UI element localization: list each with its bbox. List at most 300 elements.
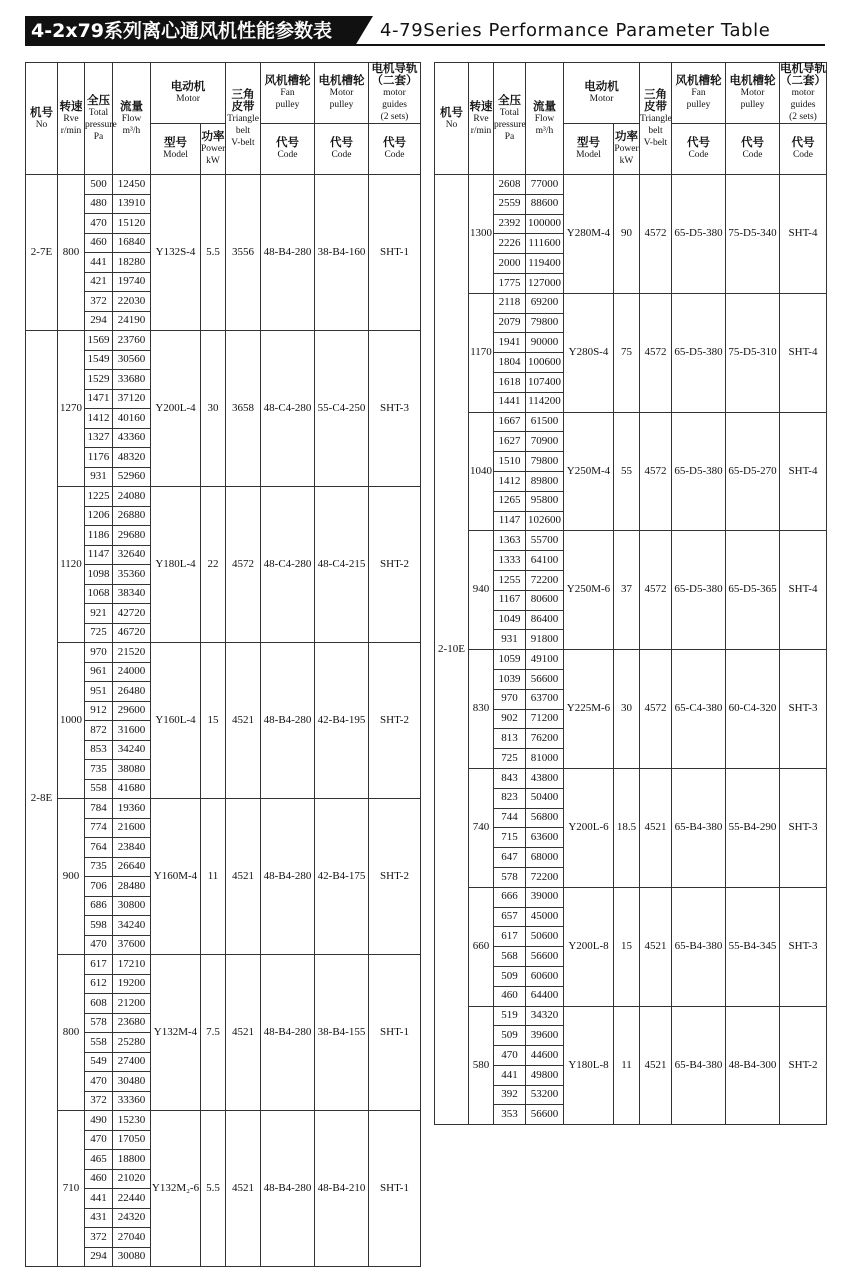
fan-pulley-code: 65-D5-380 [672,412,726,531]
header-model [151,124,201,175]
flow-value: 23760 [113,331,151,351]
flow-value: 17210 [113,955,151,975]
header-pressure-part: Pa [504,131,515,142]
motor-power: 30 [201,331,226,487]
header-belt [640,63,672,175]
flow-value: 15230 [113,1111,151,1131]
flow-value: 13910 [113,194,151,214]
header-speed-part: Rve [63,113,79,124]
fan-number: 2-10E [435,175,469,1125]
pressure-value: 1167 [494,590,526,610]
flow-value: 70900 [526,432,564,452]
pressure-value: 431 [85,1208,113,1228]
belt-length: 4572 [640,650,672,769]
header-motor-code-part: Code [331,150,352,161]
pressure-value: 961 [85,662,113,682]
motor-pulley-code: 38-B4-160 [315,175,369,331]
belt-length: 4521 [226,1111,261,1267]
pressure-value: 823 [494,788,526,808]
flow-value: 18800 [113,1150,151,1170]
header-motor-pulley-part: Motor [740,88,765,99]
guide-code: SHT-2 [369,643,421,799]
header-flow [113,63,151,175]
flow-value: 23840 [113,838,151,858]
pressure-value: 813 [494,729,526,749]
fan-pulley-code: 48-C4-280 [261,331,315,487]
header-guide-code-part: 代号 [383,137,406,150]
flow-value: 28480 [113,877,151,897]
header-guide-code-part: 代号 [791,137,815,150]
table-row [26,955,421,975]
belt-length: 4521 [640,1006,672,1125]
header-motor-pulley [315,63,369,124]
speed-value: 1170 [469,293,494,412]
header-motor-part: 电动机 [584,81,619,93]
header-fan-code [672,124,726,175]
header-guides-part: motor [383,88,406,99]
flow-value: 27400 [113,1052,151,1072]
speed-value: 740 [469,768,494,887]
flow-value: 77000 [526,175,564,195]
header-flow-part: m³/h [122,125,141,136]
pressure-value: 2392 [494,214,526,234]
header-no [26,63,58,175]
motor-model: Y280M-4 [564,175,614,294]
header-guides-part: guides [382,100,407,111]
motor-pulley-code: 48-C4-215 [315,487,369,643]
table-row [26,1111,421,1131]
header-motor [564,63,640,124]
flow-value: 15120 [113,214,151,234]
header-belt-part: 三角皮带 [231,88,255,113]
flow-value: 56600 [526,947,564,967]
header-fan-pulley-part: Fan [691,88,706,99]
header-motor-part: Motor [176,94,200,105]
flow-value: 49100 [526,650,564,670]
header-motor-part: 电动机 [170,81,206,93]
flow-value: 56600 [526,1105,564,1125]
header-pressure-part: Pa [93,131,104,142]
pressure-value: 470 [85,935,113,955]
motor-power: 5.5 [201,175,226,331]
flow-value: 21600 [113,818,151,838]
speed-value: 800 [58,955,85,1111]
pressure-value: 1039 [494,669,526,689]
header-belt-part: belt [648,125,663,136]
left-parameter-table [25,62,421,1267]
pressure-value: 1471 [85,389,113,409]
flow-value: 69200 [526,293,564,313]
header-power-part: Power [614,144,639,155]
guide-code: SHT-2 [369,487,421,643]
pressure-value: 706 [85,877,113,897]
motor-power: 5.5 [201,1111,226,1267]
header-motor-code [726,124,780,175]
flow-value: 37120 [113,389,151,409]
table-header [435,63,827,175]
header-belt-part: Triangle [640,113,672,124]
header-guide-code [369,124,421,175]
header-power [614,124,640,175]
flow-value: 18280 [113,253,151,273]
pressure-value: 1176 [85,448,113,468]
table-row [435,412,827,432]
pressure-value: 931 [494,630,526,650]
motor-pulley-code: 75-D5-340 [726,175,780,294]
speed-value: 1270 [58,331,85,487]
pressure-value: 372 [85,1228,113,1248]
pressure-value: 853 [85,740,113,760]
flow-value: 48320 [113,448,151,468]
header-fan-code-part: Code [277,150,298,161]
pressure-value: 441 [494,1065,526,1085]
header-belt-part: belt [235,125,251,136]
header-fan-pulley [261,63,315,124]
flow-value: 79800 [526,452,564,472]
pressure-value: 1147 [494,511,526,531]
header-motor-code-part: 代号 [741,137,764,150]
header-guides-part: (2 sets) [789,112,817,123]
flow-value: 44600 [526,1046,564,1066]
pressure-value: 2608 [494,175,526,195]
flow-value: 21520 [113,643,151,663]
motor-model: Y132M₂-6 [151,1111,201,1267]
pressure-value: 647 [494,848,526,868]
fan-pulley-code: 48-B4-280 [261,1111,315,1267]
flow-value: 38080 [113,760,151,780]
pressure-value: 774 [85,818,113,838]
flow-value: 72200 [526,867,564,887]
flow-value: 89800 [526,471,564,491]
motor-model: Y180L-8 [564,1006,614,1125]
flow-value: 16840 [113,233,151,253]
header-no-part: No [445,119,458,130]
flow-value: 31600 [113,721,151,741]
flow-value: 76200 [526,729,564,749]
motor-pulley-code: 42-B4-175 [315,799,369,955]
table-header [26,63,421,175]
flow-value: 26480 [113,682,151,702]
header-fan-pulley-part: pulley [686,100,711,111]
flow-value: 32640 [113,545,151,565]
title-banner [25,16,825,46]
header-row [26,63,421,124]
flow-value: 34320 [526,1006,564,1026]
flow-value: 19360 [113,799,151,819]
fan-pulley-code: 65-D5-380 [672,293,726,412]
flow-value: 61500 [526,412,564,432]
belt-length: 4572 [640,175,672,294]
header-flow-part: 流量 [533,100,556,113]
flow-value: 100000 [526,214,564,234]
pressure-value: 1510 [494,452,526,472]
pressure-value: 784 [85,799,113,819]
header-fan-code [261,124,315,175]
motor-model: Y225M-6 [564,650,614,769]
flow-value: 91800 [526,630,564,650]
flow-value: 26640 [113,857,151,877]
pressure-value: 470 [85,214,113,234]
pressure-value: 1529 [85,370,113,390]
pressure-value: 294 [85,311,113,331]
pressure-value: 715 [494,828,526,848]
header-guides-part: motor [791,88,815,99]
fan-pulley-code: 48-B4-280 [261,799,315,955]
header-no [435,63,469,175]
pressure-value: 470 [85,1130,113,1150]
header-pressure-part: 全压 [87,94,110,107]
guide-code: SHT-4 [780,531,827,650]
flow-value: 43800 [526,768,564,788]
motor-power: 22 [201,487,226,643]
flow-value: 30800 [113,896,151,916]
pressure-value: 353 [494,1105,526,1125]
guide-code: SHT-1 [369,1111,421,1267]
flow-value: 24190 [113,311,151,331]
fan-pulley-code: 65-B4-380 [672,768,726,887]
speed-value: 800 [58,175,85,331]
motor-model: Y280S-4 [564,293,614,412]
flow-value: 33360 [113,1091,151,1111]
speed-value: 830 [469,650,494,769]
pressure-value: 1186 [85,526,113,546]
motor-model: Y200L-6 [564,768,614,887]
guide-code: SHT-1 [369,175,421,331]
flow-value: 30480 [113,1072,151,1092]
table-row [435,293,827,313]
motor-model: Y132M-4 [151,955,201,1111]
pressure-value: 1049 [494,610,526,630]
header-motor-pulley-part: 电机槽轮 [318,75,365,88]
pressure-value: 294 [85,1247,113,1267]
pressure-value: 1627 [494,432,526,452]
flow-value: 95800 [526,491,564,511]
motor-power: 37 [614,531,640,650]
fan-pulley-code: 48-B4-280 [261,175,315,331]
fan-pulley-code: 48-B4-280 [261,643,315,799]
pressure-value: 735 [85,857,113,877]
pressure-value: 725 [85,623,113,643]
table-row [26,487,421,507]
motor-pulley-code: 60-C4-320 [726,650,780,769]
pressure-value: 470 [85,1072,113,1092]
pressure-value: 666 [494,887,526,907]
motor-power: 30 [614,650,640,769]
motor-model: Y200L-4 [151,331,201,487]
flow-value: 34240 [113,916,151,936]
header-flow-part: Flow [534,113,555,124]
fan-pulley-code: 65-C4-380 [672,650,726,769]
flow-value: 79800 [526,313,564,333]
speed-value: 1000 [58,643,85,799]
header-speed [469,63,494,175]
header-no-part: 机号 [440,106,463,119]
flow-value: 60600 [526,966,564,986]
header-power-part: 功率 [201,131,225,144]
pressure-value: 1333 [494,551,526,571]
flow-value: 111600 [526,234,564,254]
fan-number: 2-7E [26,175,58,331]
belt-length: 4521 [226,955,261,1111]
pressure-value: 1618 [494,373,526,393]
belt-length: 4521 [640,768,672,887]
pressure-value: 1941 [494,333,526,353]
flow-value: 25280 [113,1033,151,1053]
header-fan-code-part: 代号 [276,137,299,150]
header-belt-part: 三角皮带 [644,88,667,113]
header-guides [780,63,827,124]
table-row [435,650,827,670]
flow-value: 49800 [526,1065,564,1085]
speed-value: 900 [58,799,85,955]
header-guides-part: 电机导轨（二套） [371,63,418,88]
header-power-part: kW [619,156,634,167]
table-row [435,768,827,788]
motor-model: Y250M-6 [564,531,614,650]
header-guide-code-part: Code [384,150,405,161]
header-motor-pulley-part: Motor [329,88,354,99]
guide-code: SHT-1 [369,955,421,1111]
motor-power: 18.5 [614,768,640,887]
guide-code: SHT-3 [780,887,827,1006]
speed-value: 710 [58,1111,85,1267]
header-motor-pulley-part: pulley [740,100,765,111]
pressure-value: 725 [494,749,526,769]
header-model-part: 型号 [164,137,187,150]
guide-code: SHT-2 [369,799,421,955]
pressure-value: 578 [494,867,526,887]
pressure-value: 951 [85,682,113,702]
motor-power: 75 [614,293,640,412]
pressure-value: 509 [494,966,526,986]
motor-pulley-code: 38-B4-155 [315,955,369,1111]
flow-value: 26880 [113,506,151,526]
flow-value: 63600 [526,828,564,848]
pressure-value: 500 [85,175,113,195]
pressure-value: 392 [494,1085,526,1105]
header-fan-code-part: Code [688,150,709,161]
pressure-value: 568 [494,947,526,967]
pressure-value: 617 [494,927,526,947]
header-motor [151,63,226,124]
header-motor-pulley-part: 电机槽轮 [729,75,776,88]
header-guides [369,63,421,124]
flow-value: 100600 [526,353,564,373]
flow-value: 52960 [113,467,151,487]
header-pressure-part: pressure [494,119,526,130]
pressure-value: 764 [85,838,113,858]
flow-value: 12450 [113,175,151,195]
pressure-value: 460 [494,986,526,1006]
pressure-value: 608 [85,994,113,1014]
flow-value: 33680 [113,370,151,390]
header-fan-code-part: 代号 [687,137,710,150]
pressure-value: 558 [85,1033,113,1053]
guide-code: SHT-4 [780,293,827,412]
fan-pulley-code: 48-B4-280 [261,955,315,1111]
motor-power: 11 [201,799,226,955]
header-motor-pulley [726,63,780,124]
table-row [26,331,421,351]
flow-value: 102600 [526,511,564,531]
pressure-value: 612 [85,974,113,994]
pressure-value: 2226 [494,234,526,254]
header-power-part: kW [206,156,220,167]
guide-code: SHT-3 [780,650,827,769]
flow-value: 64100 [526,551,564,571]
flow-value: 50400 [526,788,564,808]
pressure-value: 1059 [494,650,526,670]
header-guides-part: (2 sets) [380,112,409,123]
flow-value: 53200 [526,1085,564,1105]
speed-value: 580 [469,1006,494,1125]
header-no-part: 机号 [30,106,53,119]
pressure-value: 1098 [85,565,113,585]
header-belt-part: Triangle [227,113,259,124]
header-power [201,124,226,175]
pressure-value: 1068 [85,584,113,604]
guide-code: SHT-4 [780,175,827,294]
belt-length: 4521 [226,643,261,799]
right-parameter-table [434,62,827,1125]
belt-length: 4572 [640,531,672,650]
pressure-value: 441 [85,1189,113,1209]
table-row [435,175,827,195]
pressure-value: 2559 [494,194,526,214]
header-motor-code-part: Code [742,150,763,161]
fan-number: 2-8E [26,331,58,1267]
pressure-value: 686 [85,896,113,916]
flow-value: 19200 [113,974,151,994]
banner-rule [25,44,825,46]
header-model-part: Model [163,150,188,161]
flow-value: 63700 [526,689,564,709]
pressure-value: 470 [494,1046,526,1066]
pressure-value: 1327 [85,428,113,448]
belt-length: 3556 [226,175,261,331]
header-speed-part: Rve [473,113,489,124]
flow-value: 24000 [113,662,151,682]
header-pressure [85,63,117,175]
belt-length: 4572 [640,293,672,412]
flow-value: 30560 [113,350,151,370]
flow-value: 30080 [113,1247,151,1267]
header-fan-pulley-part: 风机槽轮 [675,75,722,88]
flow-value: 45000 [526,907,564,927]
pressure-value: 657 [494,907,526,927]
flow-value: 39600 [526,1026,564,1046]
motor-power: 90 [614,175,640,294]
pressure-value: 465 [85,1150,113,1170]
header-power-part: 功率 [615,131,638,144]
header-fan-pulley-part: 风机槽轮 [264,75,311,88]
header-belt-part: V-belt [231,137,255,148]
header-speed-part: r/min [470,125,492,136]
banner-arrow [355,16,373,46]
motor-model: Y160M-4 [151,799,201,955]
flow-value: 41680 [113,779,151,799]
pressure-value: 2118 [494,293,526,313]
pressure-value: 460 [85,233,113,253]
pressure-value: 1363 [494,531,526,551]
pressure-value: 598 [85,916,113,936]
pressure-value: 519 [494,1006,526,1026]
header-motor-code [315,124,369,175]
flow-value: 46720 [113,623,151,643]
speed-value: 660 [469,887,494,1006]
motor-pulley-code: 48-B4-210 [315,1111,369,1267]
pressure-value: 372 [85,292,113,312]
